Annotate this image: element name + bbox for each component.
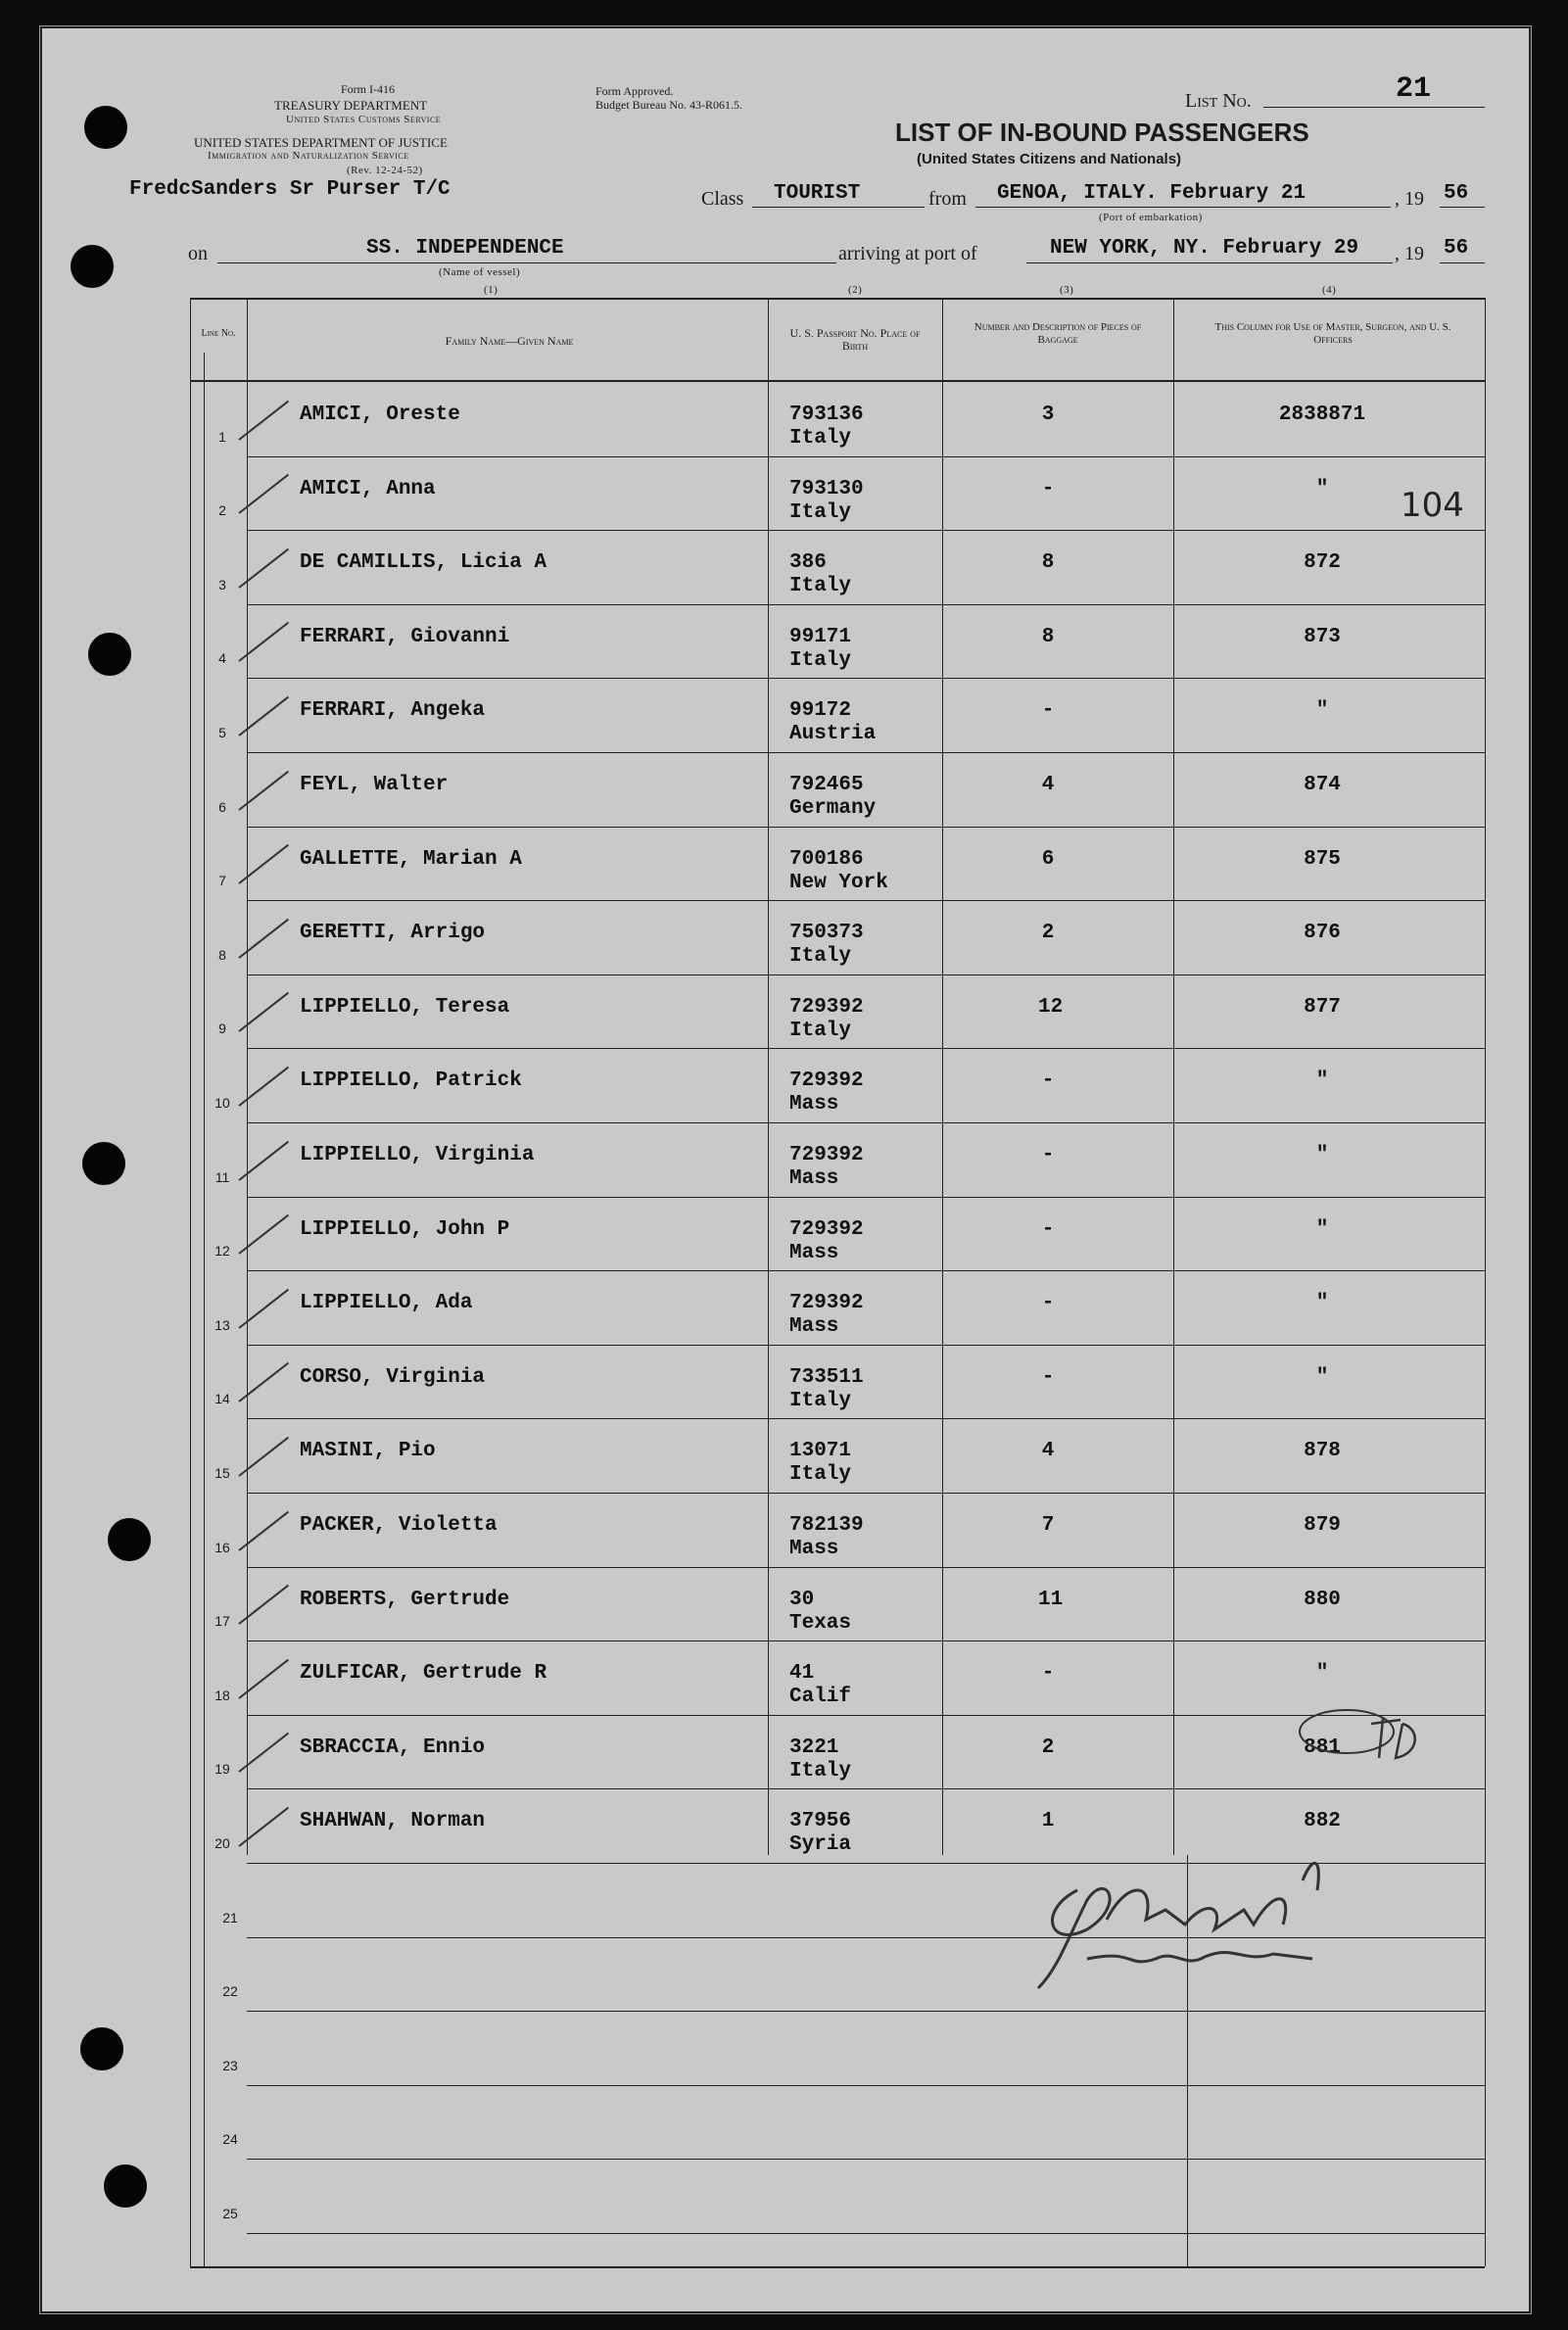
header-name: Family Name—Given Name bbox=[445, 334, 574, 348]
punch-hole bbox=[88, 633, 131, 676]
place-of-birth: Italy bbox=[789, 575, 852, 597]
passenger-name: PACKER, Violetta bbox=[300, 1514, 498, 1537]
baggage-count: - bbox=[1041, 1144, 1055, 1166]
arrival-underline bbox=[1026, 262, 1393, 263]
line-number: 14 bbox=[214, 1391, 230, 1406]
row-rule bbox=[247, 1197, 1485, 1198]
passenger-name: CORSO, Virginia bbox=[300, 1366, 486, 1389]
officer-number: 2838871 bbox=[1278, 404, 1366, 426]
baggage-column-divider bbox=[1173, 298, 1174, 1855]
officer-number: " bbox=[1315, 478, 1329, 500]
row-rule bbox=[247, 2011, 1485, 2012]
place-of-birth: Italy bbox=[789, 1760, 852, 1783]
row-rule bbox=[247, 2159, 1485, 2160]
line-number: 9 bbox=[218, 1021, 226, 1036]
baggage-count: 12 bbox=[1038, 996, 1064, 1019]
row-rule bbox=[247, 2085, 1485, 2086]
officer-number: 879 bbox=[1304, 1514, 1341, 1537]
row-rule bbox=[247, 1122, 1485, 1123]
place-of-birth: Germany bbox=[789, 797, 877, 820]
column-number-3: (3) bbox=[1060, 284, 1074, 296]
place-of-birth: Italy bbox=[789, 1390, 852, 1412]
passenger-name: AMICI, Oreste bbox=[300, 404, 460, 426]
list-no-label: List No. bbox=[1185, 90, 1252, 112]
row-rule bbox=[247, 1567, 1485, 1568]
place-of-birth: Calif bbox=[789, 1686, 852, 1708]
passenger-name: SHAHWAN, Norman bbox=[300, 1810, 486, 1832]
on-label: on bbox=[188, 243, 208, 264]
passport-number: 793136 bbox=[789, 404, 864, 426]
header-officers: This Column for Use of Master, Surgeon, and U. S. Officers bbox=[1214, 321, 1451, 346]
form-number: Form I-416 bbox=[341, 82, 395, 96]
row-rule bbox=[247, 900, 1485, 901]
passenger-name: FERRARI, Giovanni bbox=[300, 626, 510, 648]
line-number: 12 bbox=[214, 1243, 230, 1259]
officer-number: 877 bbox=[1304, 996, 1341, 1019]
baggage-count: - bbox=[1041, 1218, 1055, 1241]
handwritten-note-104: 104 bbox=[1401, 486, 1464, 525]
officer-number: 874 bbox=[1304, 774, 1341, 796]
baggage-count: - bbox=[1041, 1292, 1055, 1314]
column-number-1: (1) bbox=[484, 284, 499, 296]
baggage-count: 11 bbox=[1038, 1589, 1064, 1611]
from-year-underline bbox=[1440, 207, 1485, 208]
name-column-divider bbox=[768, 298, 769, 1855]
row-rule bbox=[247, 678, 1485, 679]
ins-service: Immigration and Naturalization Service bbox=[208, 150, 409, 162]
passenger-name: LIPPIELLO, John P bbox=[300, 1218, 510, 1241]
line-number: 23 bbox=[222, 2058, 238, 2073]
officer-number: " bbox=[1315, 1366, 1329, 1389]
passenger-name: FERRARI, Angeka bbox=[300, 699, 486, 722]
passenger-name: LIPPIELLO, Teresa bbox=[300, 996, 510, 1019]
column-number-4: (4) bbox=[1322, 284, 1337, 296]
table-left-border bbox=[190, 298, 191, 2266]
place-of-birth: Italy bbox=[789, 945, 852, 968]
row-rule bbox=[247, 1418, 1485, 1419]
baggage-count: 4 bbox=[1041, 1440, 1055, 1462]
passport-column-divider bbox=[942, 298, 943, 1855]
baggage-count: - bbox=[1041, 1070, 1055, 1092]
place-of-birth: Italy bbox=[789, 649, 852, 672]
baggage-count: 8 bbox=[1041, 551, 1055, 574]
passport-number: 729392 bbox=[789, 1218, 864, 1241]
passport-number: 13071 bbox=[789, 1440, 852, 1462]
passport-number: 750373 bbox=[789, 922, 864, 944]
row-rule bbox=[247, 1493, 1485, 1494]
line-number: 8 bbox=[218, 947, 226, 963]
officer-number: " bbox=[1315, 1144, 1329, 1166]
line-column-divider bbox=[247, 298, 248, 1855]
class-underline bbox=[752, 207, 925, 208]
passport-number: 99171 bbox=[789, 626, 852, 648]
row-rule bbox=[247, 1270, 1485, 1271]
class-value: TOURIST bbox=[774, 182, 861, 205]
officer-number: 876 bbox=[1304, 922, 1341, 944]
from-underline bbox=[975, 207, 1391, 208]
vessel-underline bbox=[217, 262, 836, 263]
line-number: 24 bbox=[222, 2131, 238, 2147]
officer-number: 882 bbox=[1304, 1810, 1341, 1832]
baggage-count: - bbox=[1041, 1662, 1055, 1685]
passport-number: 3221 bbox=[789, 1736, 839, 1759]
officer-number: " bbox=[1315, 1292, 1329, 1314]
officer-number: " bbox=[1315, 1070, 1329, 1092]
baggage-count: 2 bbox=[1041, 922, 1055, 944]
baggage-count: 8 bbox=[1041, 626, 1055, 648]
officer-number: " bbox=[1315, 1662, 1329, 1685]
passport-number: 729392 bbox=[789, 1292, 864, 1314]
line-number: 11 bbox=[214, 1169, 230, 1185]
arriving-label: arriving at port of bbox=[838, 243, 977, 264]
passenger-name: GALLETTE, Marian A bbox=[300, 848, 522, 871]
punch-hole bbox=[82, 1142, 125, 1185]
header-bottom-border bbox=[190, 380, 1485, 382]
passport-number: 793130 bbox=[789, 478, 864, 500]
officer-number: 880 bbox=[1304, 1589, 1341, 1611]
passenger-name: LIPPIELLO, Virginia bbox=[300, 1144, 535, 1166]
line-number: 17 bbox=[214, 1613, 230, 1629]
line-number: 10 bbox=[214, 1095, 230, 1111]
place-of-birth: Mass bbox=[789, 1315, 839, 1338]
passenger-name: ZULFICAR, Gertrude R bbox=[300, 1662, 547, 1685]
passport-number: 386 bbox=[789, 551, 827, 574]
from-year: 56 bbox=[1444, 182, 1469, 205]
list-no-underline bbox=[1263, 107, 1485, 108]
passport-number: 792465 bbox=[789, 774, 864, 796]
place-of-birth: Mass bbox=[789, 1242, 839, 1264]
baggage-count: 6 bbox=[1041, 848, 1055, 871]
officer-signature bbox=[1019, 1851, 1391, 1998]
officer-number: " bbox=[1315, 699, 1329, 722]
vessel-label: (Name of vessel) bbox=[439, 266, 521, 278]
officer-number: " bbox=[1315, 1218, 1329, 1241]
form-approved: Form Approved. bbox=[595, 84, 674, 98]
row-rule bbox=[247, 752, 1485, 753]
class-label: Class bbox=[701, 188, 744, 210]
table-top-border bbox=[190, 298, 1485, 300]
passenger-name: ROBERTS, Gertrude bbox=[300, 1589, 510, 1611]
header-baggage: Number and Description of Pieces of Baggage bbox=[974, 321, 1142, 346]
passenger-name: SBRACCIA, Ennio bbox=[300, 1736, 486, 1759]
arrival-value: NEW YORK, NY. February 29 bbox=[1050, 237, 1359, 260]
passport-number: 733511 bbox=[789, 1366, 864, 1389]
line-number: 2 bbox=[218, 502, 226, 518]
line-number: 5 bbox=[218, 725, 226, 740]
passenger-name: MASINI, Pio bbox=[300, 1440, 436, 1462]
list-no-value: 21 bbox=[1396, 72, 1432, 106]
row-rule bbox=[247, 827, 1485, 828]
port-embarkation-label: (Port of embarkation) bbox=[1099, 212, 1203, 223]
baggage-count: 3 bbox=[1041, 404, 1055, 426]
passenger-name: LIPPIELLO, Ada bbox=[300, 1292, 473, 1314]
arrival-year-underline bbox=[1440, 262, 1485, 263]
place-of-birth: Italy bbox=[789, 501, 852, 524]
purser-stamp: FredcSanders Sr Purser T/C bbox=[129, 178, 451, 201]
place-of-birth: Austria bbox=[789, 723, 877, 745]
page-subtitle: (United States Citizens and Nationals) bbox=[917, 151, 1182, 167]
line-number: 21 bbox=[222, 1910, 238, 1926]
line-number: 16 bbox=[214, 1540, 230, 1555]
line-number: 22 bbox=[222, 1983, 238, 1999]
row-rule bbox=[247, 1788, 1485, 1789]
baggage-count: 4 bbox=[1041, 774, 1055, 796]
header-passport: U. S. Passport No. Place of Birth bbox=[789, 326, 921, 353]
line-number: 19 bbox=[214, 1761, 230, 1777]
officer-number: 881 bbox=[1304, 1736, 1341, 1759]
line-number: 3 bbox=[218, 577, 226, 593]
from-label: from bbox=[928, 188, 967, 210]
passport-number: 729392 bbox=[789, 996, 864, 1019]
row-rule bbox=[247, 1048, 1485, 1049]
budget-bureau: Budget Bureau No. 43-R061.5. bbox=[595, 98, 742, 112]
place-of-birth: Mass bbox=[789, 1167, 839, 1190]
punch-hole bbox=[104, 2164, 147, 2208]
baggage-count: - bbox=[1041, 1366, 1055, 1389]
row-rule bbox=[247, 2233, 1485, 2234]
passport-number: 782139 bbox=[789, 1514, 864, 1537]
place-of-birth: Texas bbox=[789, 1612, 852, 1635]
officer-number: 873 bbox=[1304, 626, 1341, 648]
passport-number: 41 bbox=[789, 1662, 815, 1685]
passport-number: 729392 bbox=[789, 1144, 864, 1166]
baggage-count: - bbox=[1041, 478, 1055, 500]
place-of-birth: Syria bbox=[789, 1833, 852, 1856]
passport-number: 30 bbox=[789, 1589, 815, 1611]
passport-number: 37956 bbox=[789, 1810, 852, 1832]
line-number: 1 bbox=[218, 429, 226, 445]
punch-hole bbox=[84, 106, 127, 149]
place-of-birth: Mass bbox=[789, 1093, 839, 1116]
punch-hole bbox=[80, 2027, 123, 2070]
officer-number: 875 bbox=[1304, 848, 1341, 871]
line-number: 20 bbox=[214, 1835, 230, 1851]
place-of-birth: New York bbox=[789, 872, 888, 894]
passenger-name: FEYL, Walter bbox=[300, 774, 449, 796]
punch-hole bbox=[71, 245, 114, 288]
arrival-year-prefix: , 19 bbox=[1395, 243, 1424, 264]
passenger-name: GERETTI, Arrigo bbox=[300, 922, 486, 944]
officer-number: 872 bbox=[1304, 551, 1341, 574]
passenger-name: DE CAMILLIS, Licia A bbox=[300, 551, 547, 574]
passport-number: 700186 bbox=[789, 848, 864, 871]
row-rule bbox=[247, 1345, 1485, 1346]
baggage-count: 7 bbox=[1041, 1514, 1055, 1537]
place-of-birth: Italy bbox=[789, 1020, 852, 1042]
justice-dept: UNITED STATES DEPARTMENT OF JUSTICE bbox=[194, 135, 448, 150]
line-number: 15 bbox=[214, 1465, 230, 1481]
from-year-prefix: , 19 bbox=[1395, 188, 1424, 210]
form-revision: (Rev. 12-24-52) bbox=[347, 165, 423, 176]
line-number: 7 bbox=[218, 873, 226, 888]
baggage-count: 1 bbox=[1041, 1810, 1055, 1832]
line-number: 4 bbox=[218, 650, 226, 666]
line-number: 25 bbox=[222, 2206, 238, 2221]
place-of-birth: Italy bbox=[789, 1463, 852, 1486]
header-line-no: Line No. bbox=[201, 328, 236, 339]
place-of-birth: Italy bbox=[789, 427, 852, 450]
passenger-name: AMICI, Anna bbox=[300, 478, 436, 500]
vessel-name: SS. INDEPENDENCE bbox=[366, 237, 564, 260]
line-number: 18 bbox=[214, 1688, 230, 1703]
passport-number: 99172 bbox=[789, 699, 852, 722]
baggage-count: 2 bbox=[1041, 1736, 1055, 1759]
column-number-2: (2) bbox=[848, 284, 863, 296]
page-title: LIST OF IN-BOUND PASSENGERS bbox=[895, 118, 1309, 147]
row-rule bbox=[247, 604, 1485, 605]
passport-number: 729392 bbox=[789, 1070, 864, 1092]
officer-number: 878 bbox=[1304, 1440, 1341, 1462]
row-rule bbox=[247, 456, 1485, 457]
arrival-year: 56 bbox=[1444, 237, 1469, 260]
row-rule bbox=[247, 530, 1485, 531]
table-bottom-border bbox=[190, 2266, 1485, 2268]
line-number: 13 bbox=[214, 1317, 230, 1333]
table-right-border bbox=[1485, 298, 1486, 2266]
initials-mark bbox=[1293, 1704, 1430, 1773]
table-left-border-inner bbox=[204, 353, 205, 2266]
treasury-dept: TREASURY DEPARTMENT bbox=[274, 98, 428, 113]
place-of-birth: Mass bbox=[789, 1538, 839, 1560]
passenger-name: LIPPIELLO, Patrick bbox=[300, 1070, 522, 1092]
baggage-count: - bbox=[1041, 699, 1055, 722]
from-value: GENOA, ITALY. February 21 bbox=[997, 182, 1307, 205]
customs-service: United States Customs Service bbox=[286, 114, 442, 125]
punch-hole bbox=[108, 1518, 151, 1561]
line-number: 6 bbox=[218, 799, 226, 815]
